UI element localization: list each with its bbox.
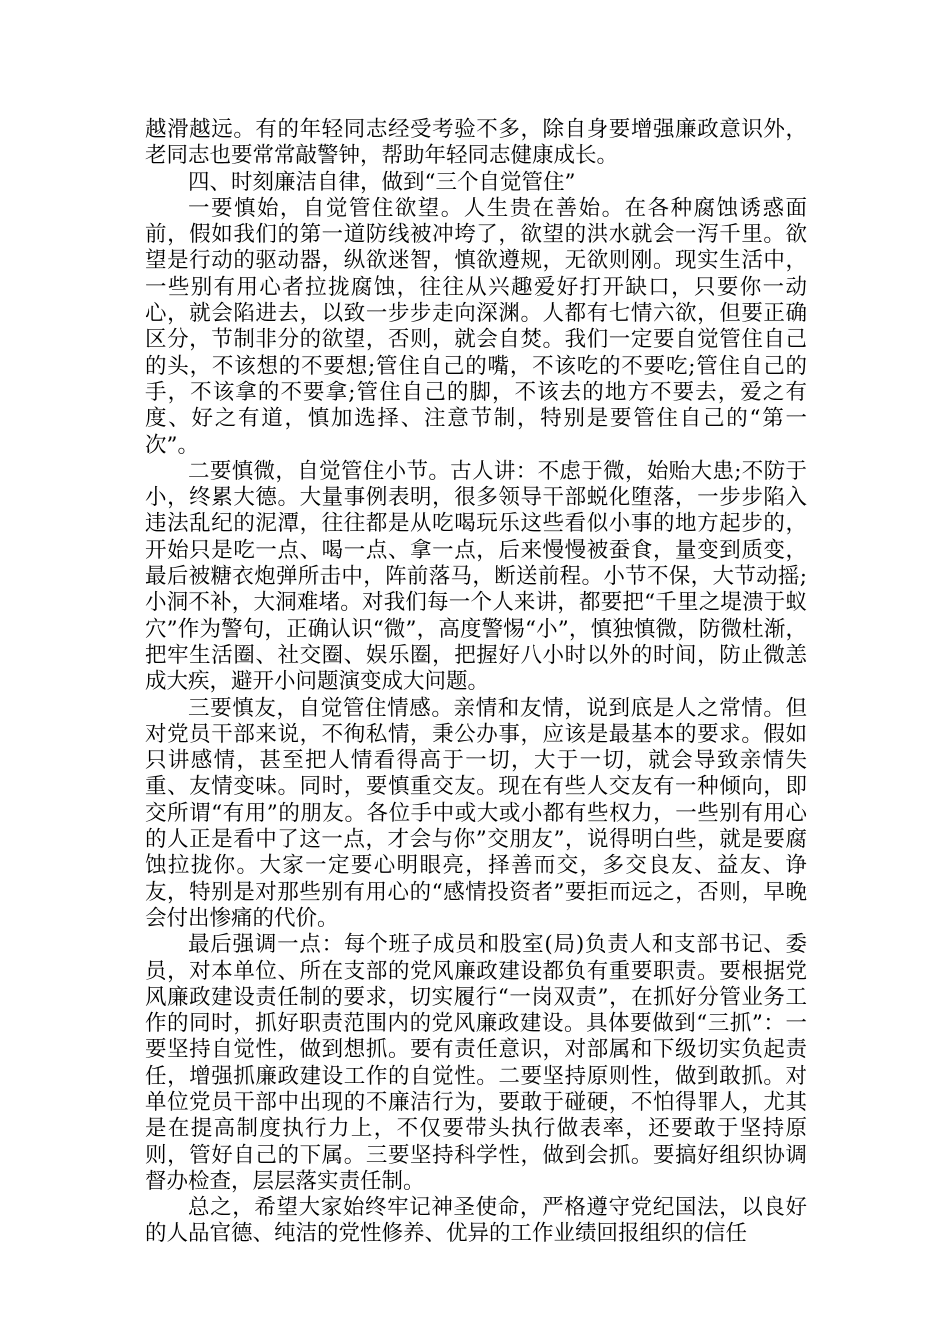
- paragraph-continuation: 越滑越远。有的年轻同志经受考验不多，除自身要增强廉政意识外，老同志也要常常敲警钟，帮助年轻同志健康成长。: [145, 117, 807, 169]
- body-text: [145, 117, 807, 1248]
- paragraph-final-emphasis: 最后强调一点：每个班子成员和股室(局)负责人和支部书记、委员，对本单位、所在支部的党风廉政建设都负有重要职责。要根据党风廉政建设责任制的要求，切实履行“一岗双责”，在抓好分管业务工作的同时，抓好职责范围内的党风廉政建设。具体要做到“三抓”：一要坚持自觉性，做到想抓。要有责任意识，对部属和下级切实负起责任，增强抓廉政建设工作的自觉性。二要坚持原则性，做到敢抓。对单位党员干部中出现的不廉洁行为，要敢于碰硬，不怕得罪人，尤其是在提高制度执行力上，不仅要带头执行做表率，还要敢于坚持原则，管好自己的下属。三要坚持科学性，做到会抓。要搞好组织协调督办检查，层层落实责任制。: [145, 932, 807, 1194]
- paragraph-shen-shi: 一要慎始，自觉管住欲望。人生贵在善始。在各种腐蚀诱惑面前，假如我们的第一道防线被冲垮了，欲望的洪水就会一泻千里。欲望是行动的驱动器，纵欲迷智，慎欲遵规，无欲则刚。现实生活中，一些别有用心者拉拢腐蚀，往往从兴趣爱好打开缺口，只要你一动心，就会陷进去，以致一步步走向深渊。人都有七情六欲，但要正确区分，节制非分的欲望，否则，就会自焚。我们一定要自觉管住自己的头，不该想的不要想;管住自己的嘴，不该吃的不要吃;管住自己的手，不该拿的不要拿;管住自己的脚，不该去的地方不要去，爱之有度、好之有道，慎加选择、注意节制，特别是要管住自己的“第一次”。: [145, 195, 807, 458]
- paragraph-conclusion: 总之，希望大家始终牢记神圣使命，严格遵守党纪国法，以良好的人品官德、纯洁的党性修养、优异的工作业绩回报组织的信任: [145, 1195, 807, 1247]
- paragraph-shen-you: 三要慎友，自觉管住情感。亲情和友情，说到底是人之常情。但对党员干部来说，不徇私情，秉公办事，应该是最基本的要求。假如只讲感情，甚至把人情看得高于一切，大于一切，就会导致亲情失重、友情变味。同时，要慎重交友。现在有些人交友有一种倾向，即交所谓“有用”的朋友。各位手中或大或小都有些权力，一些别有用心的人正是看中了这一点，才会与你”交朋友”，说得明白些，就是要腐蚀拉拢你。大家一定要心明眼亮，择善而交，多交良友、益友、诤友，特别是对那些别有用心的“感情投资者”要拒而远之，否则，早晚会付出惨痛的代价。: [145, 695, 807, 931]
- section-heading: 四、时刻廉洁自律，做到“三个自觉管住”: [188, 169, 576, 195]
- paragraph-shen-wei: 二要慎微，自觉管住小节。古人讲：不虑于微，始贻大患;不防于小，终累大德。大量事例表明，很多领导干部蜕化堕落，一步步陷入违法乱纪的泥潭，往往都是从吃喝玩乐这些看似小事的地方起步的，开始只是吃一点、喝一点、拿一点，后来慢慢被蚕食，量变到质变，最后被糖衣炮弹所击中，阵前落马，断送前程。小节不保，大节动摇;小洞不补，大洞难堵。对我们每一个人来讲，都要把“千里之堤溃于蚁穴”作为警句，正确认识“微”，高度警惕“小”，慎独慎微，防微杜渐，把牢生活圈、社交圈、娱乐圈，把握好八小时以外的时间，防止微恙成大疾，避开小问题演变成大问题。: [145, 458, 807, 695]
